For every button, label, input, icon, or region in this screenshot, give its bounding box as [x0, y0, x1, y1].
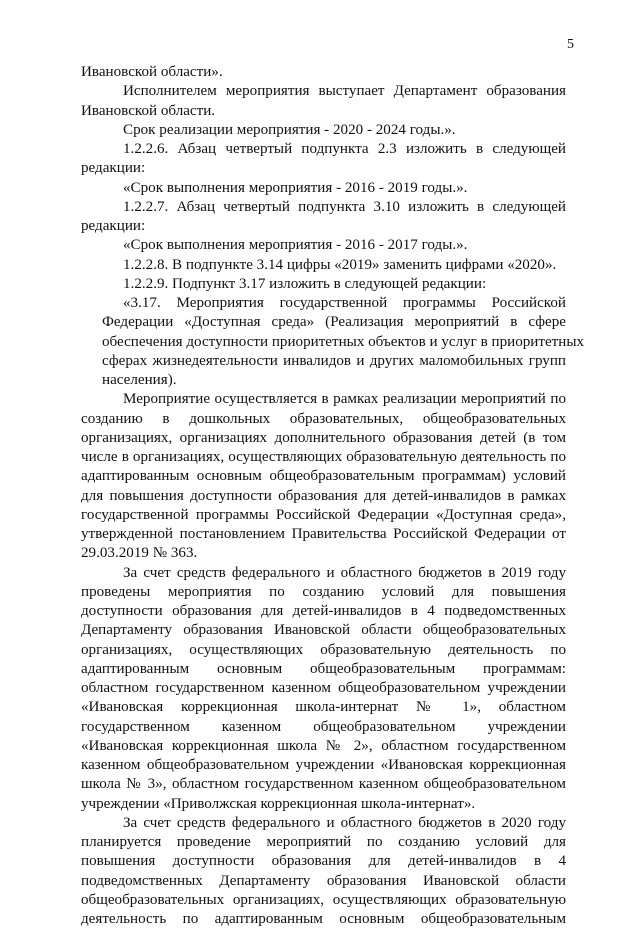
- text-line: числе в организациях, осуществляющих образовательную деятельность по: [81, 449, 566, 465]
- text-line: школа № 3», областном государственном казенном общеобразовательном: [81, 776, 566, 793]
- page-number: 5: [567, 37, 574, 52]
- text-line: организациях, осуществляющих образовательную деятельность по: [81, 641, 566, 658]
- text-line: сферах жизнедеятельности инвалидов и других маломобильных групп: [102, 352, 566, 369]
- document-body: [81, 63, 585, 929]
- text-line: 1.2.2.8. В подпункте 3.14 цифры «2019» заменить цифрами «2020».: [123, 256, 557, 273]
- text-line: казенном общеобразовательном учреждении «Ивановская коррекционная: [81, 757, 566, 773]
- text-line: «Ивановская коррекционная школа № 2», областном государственном: [81, 737, 566, 754]
- text-line: Ивановской области».: [81, 64, 223, 80]
- text-line: Исполнителем мероприятия выступает Департамент образования: [123, 83, 566, 100]
- text-line: созданию в дошкольных образовательных, общеобразовательных: [81, 410, 566, 427]
- text-line: Ивановской области.: [81, 102, 216, 119]
- text-line: обеспечения доступности приоритетных объектов и услуг в приоритетных: [102, 333, 585, 350]
- text-line: учреждении «Приволжская коррекционная школа-интернат».: [81, 795, 476, 812]
- text-line: 29.03.2019 № 363.: [81, 545, 198, 562]
- text-line: редакции:: [81, 218, 146, 234]
- text-line: планируется проведение мероприятий по созданию условий для: [81, 834, 566, 850]
- text-line: «Срок выполнения мероприятия - 2016 - 2019 годы.».: [123, 179, 468, 196]
- text-line: 1.2.2.7. Абзац четвертый подпункта 3.10 изложить в следующей: [123, 198, 566, 215]
- text-line: доступности образования для детей-инвалидов в 4 подведомственных: [81, 603, 566, 619]
- text-line: «3.17. Мероприятия государственной программы Российской: [123, 295, 566, 311]
- text-line: За счет средств федерального и областного бюджетов в 2019 году: [123, 564, 566, 581]
- text-line: 1.2.2.6. Абзац четвертый подпункта 2.3 изложить в следующей: [123, 141, 566, 157]
- text-line: для повышения доступности образования для детей-инвалидов в рамках: [81, 487, 566, 504]
- text-line: государственной программы Российской Федерации «Доступная среда»,: [81, 506, 566, 523]
- text-line: 1.2.2.9. Подпункт 3.17 изложить в следующей редакции:: [123, 275, 487, 292]
- text-line: Мероприятие осуществляется в рамках реализации мероприятий по: [123, 391, 566, 408]
- text-line: «Срок выполнения мероприятия - 2016 - 2017 годы.».: [123, 237, 468, 254]
- text-line: Департаменту образования Ивановской области общеобразовательных: [81, 622, 566, 639]
- text-line: общеобразовательных организациях, осуществляющих образовательную: [81, 891, 566, 908]
- text-line: Федерации «Доступная среда» (Реализация мероприятий в сфере: [102, 314, 566, 331]
- text-line: адаптированным основным общеобразовательным программам) условий: [81, 468, 566, 485]
- text-line: редакции:: [81, 160, 146, 177]
- text-line: государственном казенном общеобразовательном учреждении: [81, 718, 566, 735]
- text-line: областном государственном казенном общеобразовательном учреждении: [81, 680, 566, 696]
- text-line: утвержденной постановлением Правительства Российской Федерации от: [81, 526, 566, 542]
- text-line: подведомственных Департаменту образования Ивановской области: [81, 872, 566, 889]
- text-line: Срок реализации мероприятия - 2020 - 2024 годы.».: [123, 121, 456, 138]
- text-line: За счет средств федерального и областного бюджетов в 2020 году: [123, 814, 566, 831]
- text-line: «Ивановская коррекционная школа-интернат № 1», областном: [81, 699, 566, 716]
- text-line: проведены мероприятия по созданию условий для повышения: [81, 583, 566, 600]
- text-line: деятельность по адаптированным основным общеобразовательным: [81, 911, 566, 927]
- text-line: повышения доступности образования для детей-инвалидов в 4: [81, 853, 566, 870]
- text-line: организациях, организациях дополнительного образования детей (в том: [81, 429, 566, 446]
- text-line: адаптированным основным общеобразовательным программам:: [81, 660, 566, 677]
- text-line: населения).: [102, 372, 177, 388]
